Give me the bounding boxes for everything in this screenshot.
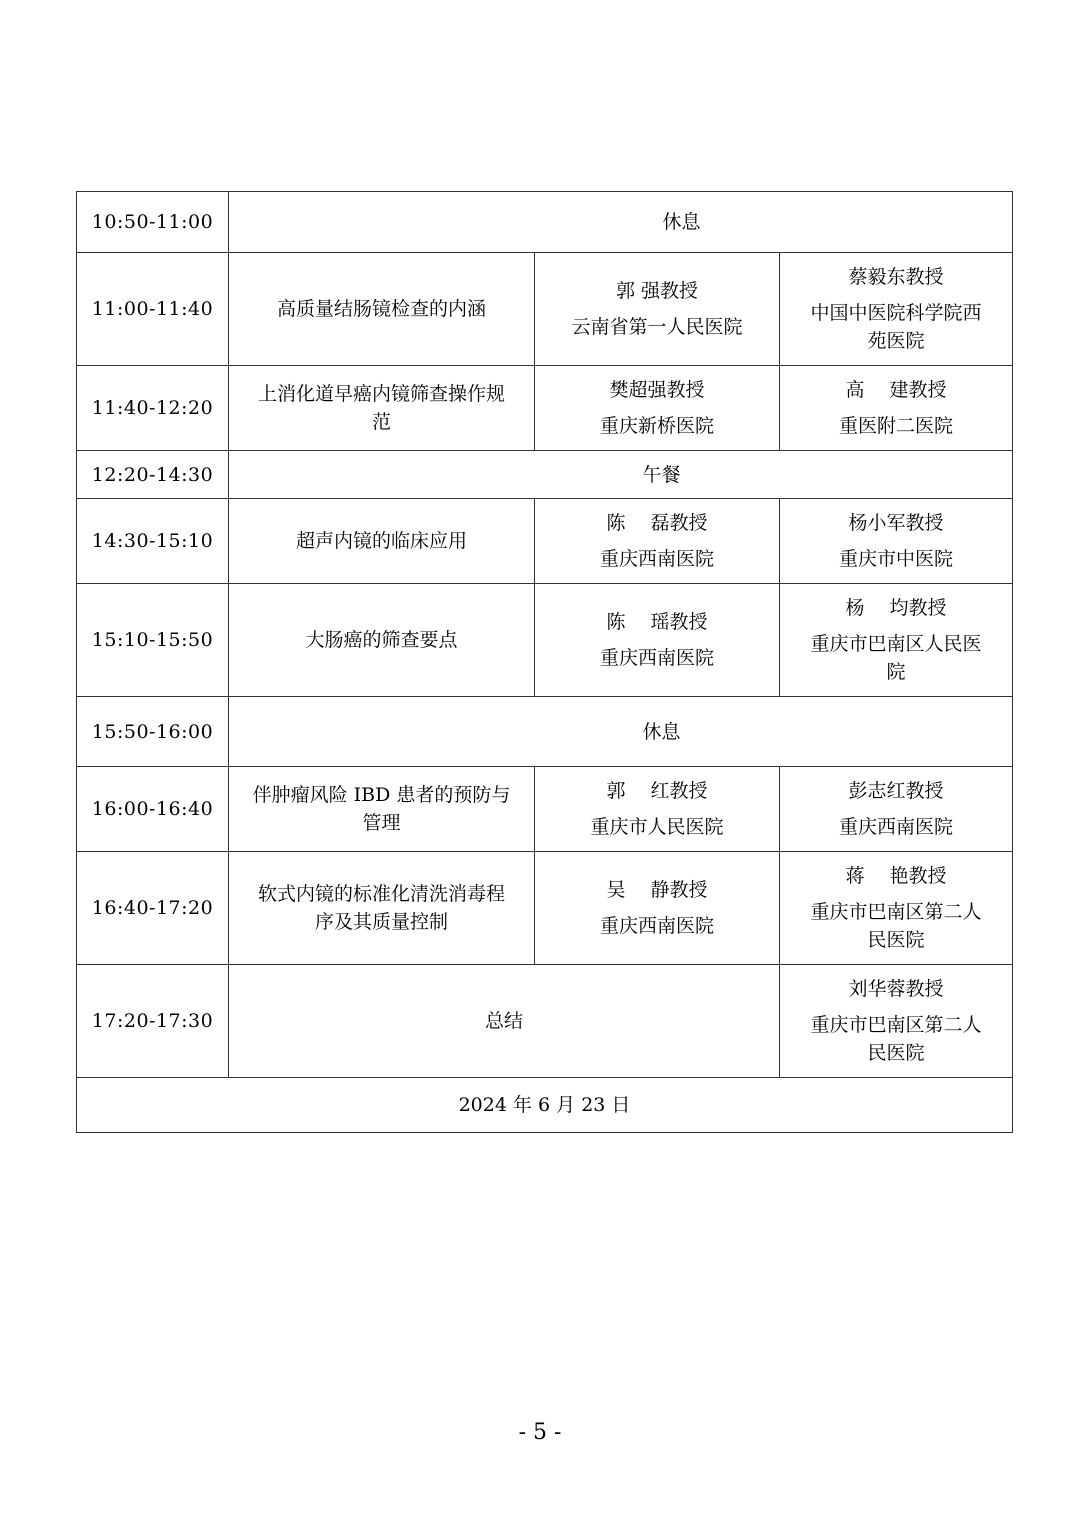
host-name: 杨小军教授 — [848, 512, 944, 534]
host-cell — [780, 366, 1013, 451]
speaker-cell — [535, 253, 780, 366]
speaker-name: 吴 静教授 — [606, 879, 708, 901]
host-org: 院 — [886, 661, 906, 683]
speaker-org: 重庆市人民医院 — [590, 816, 724, 838]
table-row — [77, 366, 1013, 451]
time-cell: 17:20-17:30 — [77, 965, 229, 1078]
break-label: 午餐 — [229, 451, 1013, 499]
host-cell — [780, 499, 1013, 584]
table-row — [77, 852, 1013, 965]
speaker-org: 重庆西南医院 — [599, 548, 714, 570]
table-row — [77, 767, 1013, 852]
table-row — [77, 584, 1013, 697]
topic-cell: 超声内镜的临床应用 — [229, 499, 535, 584]
speaker-cell — [535, 852, 780, 965]
host-org: 重庆市巴南区第二人 — [810, 901, 982, 923]
host-name: 高 建教授 — [845, 379, 947, 401]
host-org: 民医院 — [867, 1042, 925, 1064]
speaker-cell — [535, 767, 780, 852]
host-org: 民医院 — [867, 929, 925, 951]
speaker-org: 重庆新桥医院 — [599, 415, 714, 437]
speaker-name: 郭 红教授 — [606, 780, 708, 802]
speaker-org: 云南省第一人民医院 — [571, 316, 743, 338]
speaker-name: 陈 磊教授 — [606, 512, 708, 534]
topic-cell: 伴肿瘤风险 IBD 患者的预防与 管理 — [229, 767, 535, 852]
time-cell: 16:00-16:40 — [77, 767, 229, 852]
topic-cell: 总结 — [229, 965, 780, 1078]
table-row — [77, 965, 1013, 1078]
speaker-name: 郭 强教授 — [615, 280, 699, 302]
host-name: 刘华蓉教授 — [848, 978, 944, 1000]
host-name: 蔡毅东教授 — [848, 266, 944, 288]
topic-cell: 大肠癌的筛查要点 — [229, 584, 535, 697]
speaker-org: 重庆西南医院 — [599, 915, 714, 937]
host-org: 重庆市巴南区第二人 — [810, 1014, 982, 1036]
time-cell: 15:50-16:00 — [77, 697, 229, 767]
break-label: 休息 — [229, 697, 1013, 767]
host-cell — [780, 965, 1013, 1078]
speaker-org: 重庆西南医院 — [599, 647, 714, 669]
time-cell: 15:10-15:50 — [77, 584, 229, 697]
speaker-cell — [535, 584, 780, 697]
host-cell — [780, 767, 1013, 852]
host-org: 重庆市巴南区人民医 — [810, 633, 982, 655]
host-cell — [780, 253, 1013, 366]
topic-cell: 上消化道早癌内镜筛查操作规 范 — [229, 366, 535, 451]
speaker-cell — [535, 499, 780, 584]
host-org: 重庆市中医院 — [839, 548, 954, 570]
table-row — [77, 1078, 1013, 1133]
host-name: 蒋 艳教授 — [845, 865, 947, 887]
time-cell: 16:40-17:20 — [77, 852, 229, 965]
speaker-name: 陈 瑶教授 — [606, 611, 708, 633]
host-cell — [780, 852, 1013, 965]
footer-date: 2024 年 6 月 23 日 — [77, 1078, 1013, 1133]
table-row — [77, 451, 1013, 499]
host-org: 中国中医院科学院西 — [810, 302, 982, 324]
time-cell: 11:40-12:20 — [77, 366, 229, 451]
speaker-cell — [535, 366, 780, 451]
table-row — [77, 253, 1013, 366]
host-org: 苑医院 — [867, 330, 925, 352]
time-cell: 12:20-14:30 — [77, 451, 229, 499]
host-org: 重医附二医院 — [839, 415, 954, 437]
host-cell — [780, 584, 1013, 697]
schedule-table — [76, 191, 1013, 1133]
speaker-name: 樊超强教授 — [609, 379, 705, 401]
table-row — [77, 697, 1013, 767]
table-row — [77, 499, 1013, 584]
page-number: - 5 - — [518, 1420, 562, 1445]
time-cell: 11:00-11:40 — [77, 253, 229, 366]
topic-cell: 高质量结肠镜检查的内涵 — [229, 253, 535, 366]
host-name: 彭志红教授 — [848, 780, 944, 802]
topic-cell: 软式内镜的标准化清洗消毒程 序及其质量控制 — [229, 852, 535, 965]
table-row — [77, 192, 1013, 253]
host-org: 重庆西南医院 — [839, 816, 954, 838]
host-name: 杨 均教授 — [845, 597, 947, 619]
break-label: 休息 — [229, 192, 1013, 253]
time-cell: 10:50-11:00 — [77, 192, 229, 253]
time-cell: 14:30-15:10 — [77, 499, 229, 584]
